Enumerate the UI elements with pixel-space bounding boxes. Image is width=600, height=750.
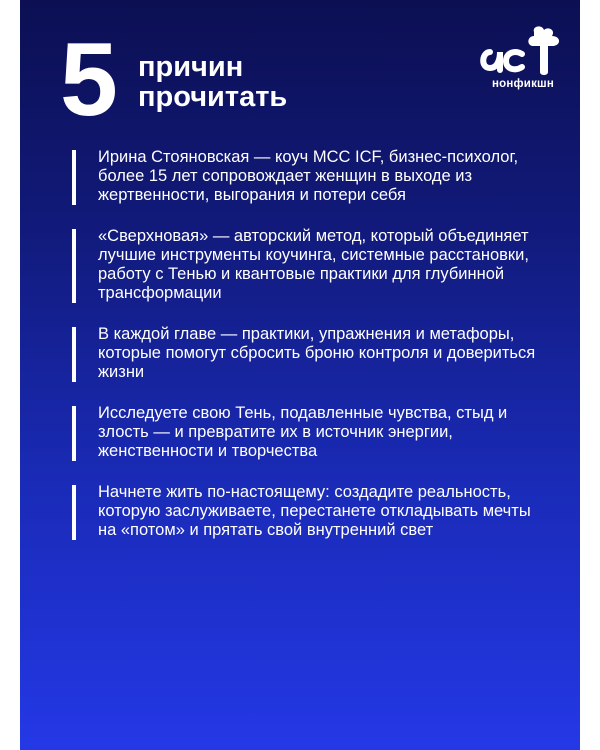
reason-item-2: [72, 227, 552, 303]
headline: [138, 52, 287, 112]
ast-logo-icon: [476, 22, 568, 82]
reason-text: Исследуете свою Тень, подавленные чувства, стыд и злость — и превратите их в источник энергии, женственности и творчества: [98, 404, 508, 460]
reason-item-4: [72, 404, 552, 461]
reasons-list: [72, 148, 552, 562]
reason-bar: [72, 229, 76, 303]
logo-caption: нонфикшн: [492, 78, 554, 90]
reason-bar: [72, 327, 76, 382]
reason-text: Начнете жить по-настоящему: создадите реальность, которую заслуживаете, перестанете откладывать мечты на «потом» и прятать свой внутренний свет: [98, 483, 531, 539]
reason-bar: [72, 150, 76, 205]
reason-bar: [72, 406, 76, 461]
reason-item-5: [72, 483, 552, 540]
reason-text: «Сверхновая» — авторский метод, который объединяет лучшие инструменты коучинга, системные расстановки, работу с Тенью и квантовые практики для глубинной трансформации: [98, 227, 529, 302]
promo-card: [20, 0, 580, 750]
headline-line-2: прочитать: [138, 81, 288, 113]
headline-line-1: причин: [138, 51, 244, 83]
reason-item-1: [72, 148, 552, 205]
reason-text: В каждой главе — практики, упражнения и метафоры, которые помогут сбросить броню контроля и довериться жизни: [98, 325, 536, 381]
reason-text: Ирина Стояновская — коуч MCC ICF, бизнес-психолог, более 15 лет сопровождает женщин в выходе из жертвенности, выгорания и потери себя: [98, 148, 519, 204]
reason-count: 5: [60, 22, 116, 138]
publisher-logo: [476, 22, 568, 96]
reason-bar: [72, 485, 76, 540]
reason-item-3: [72, 325, 552, 382]
